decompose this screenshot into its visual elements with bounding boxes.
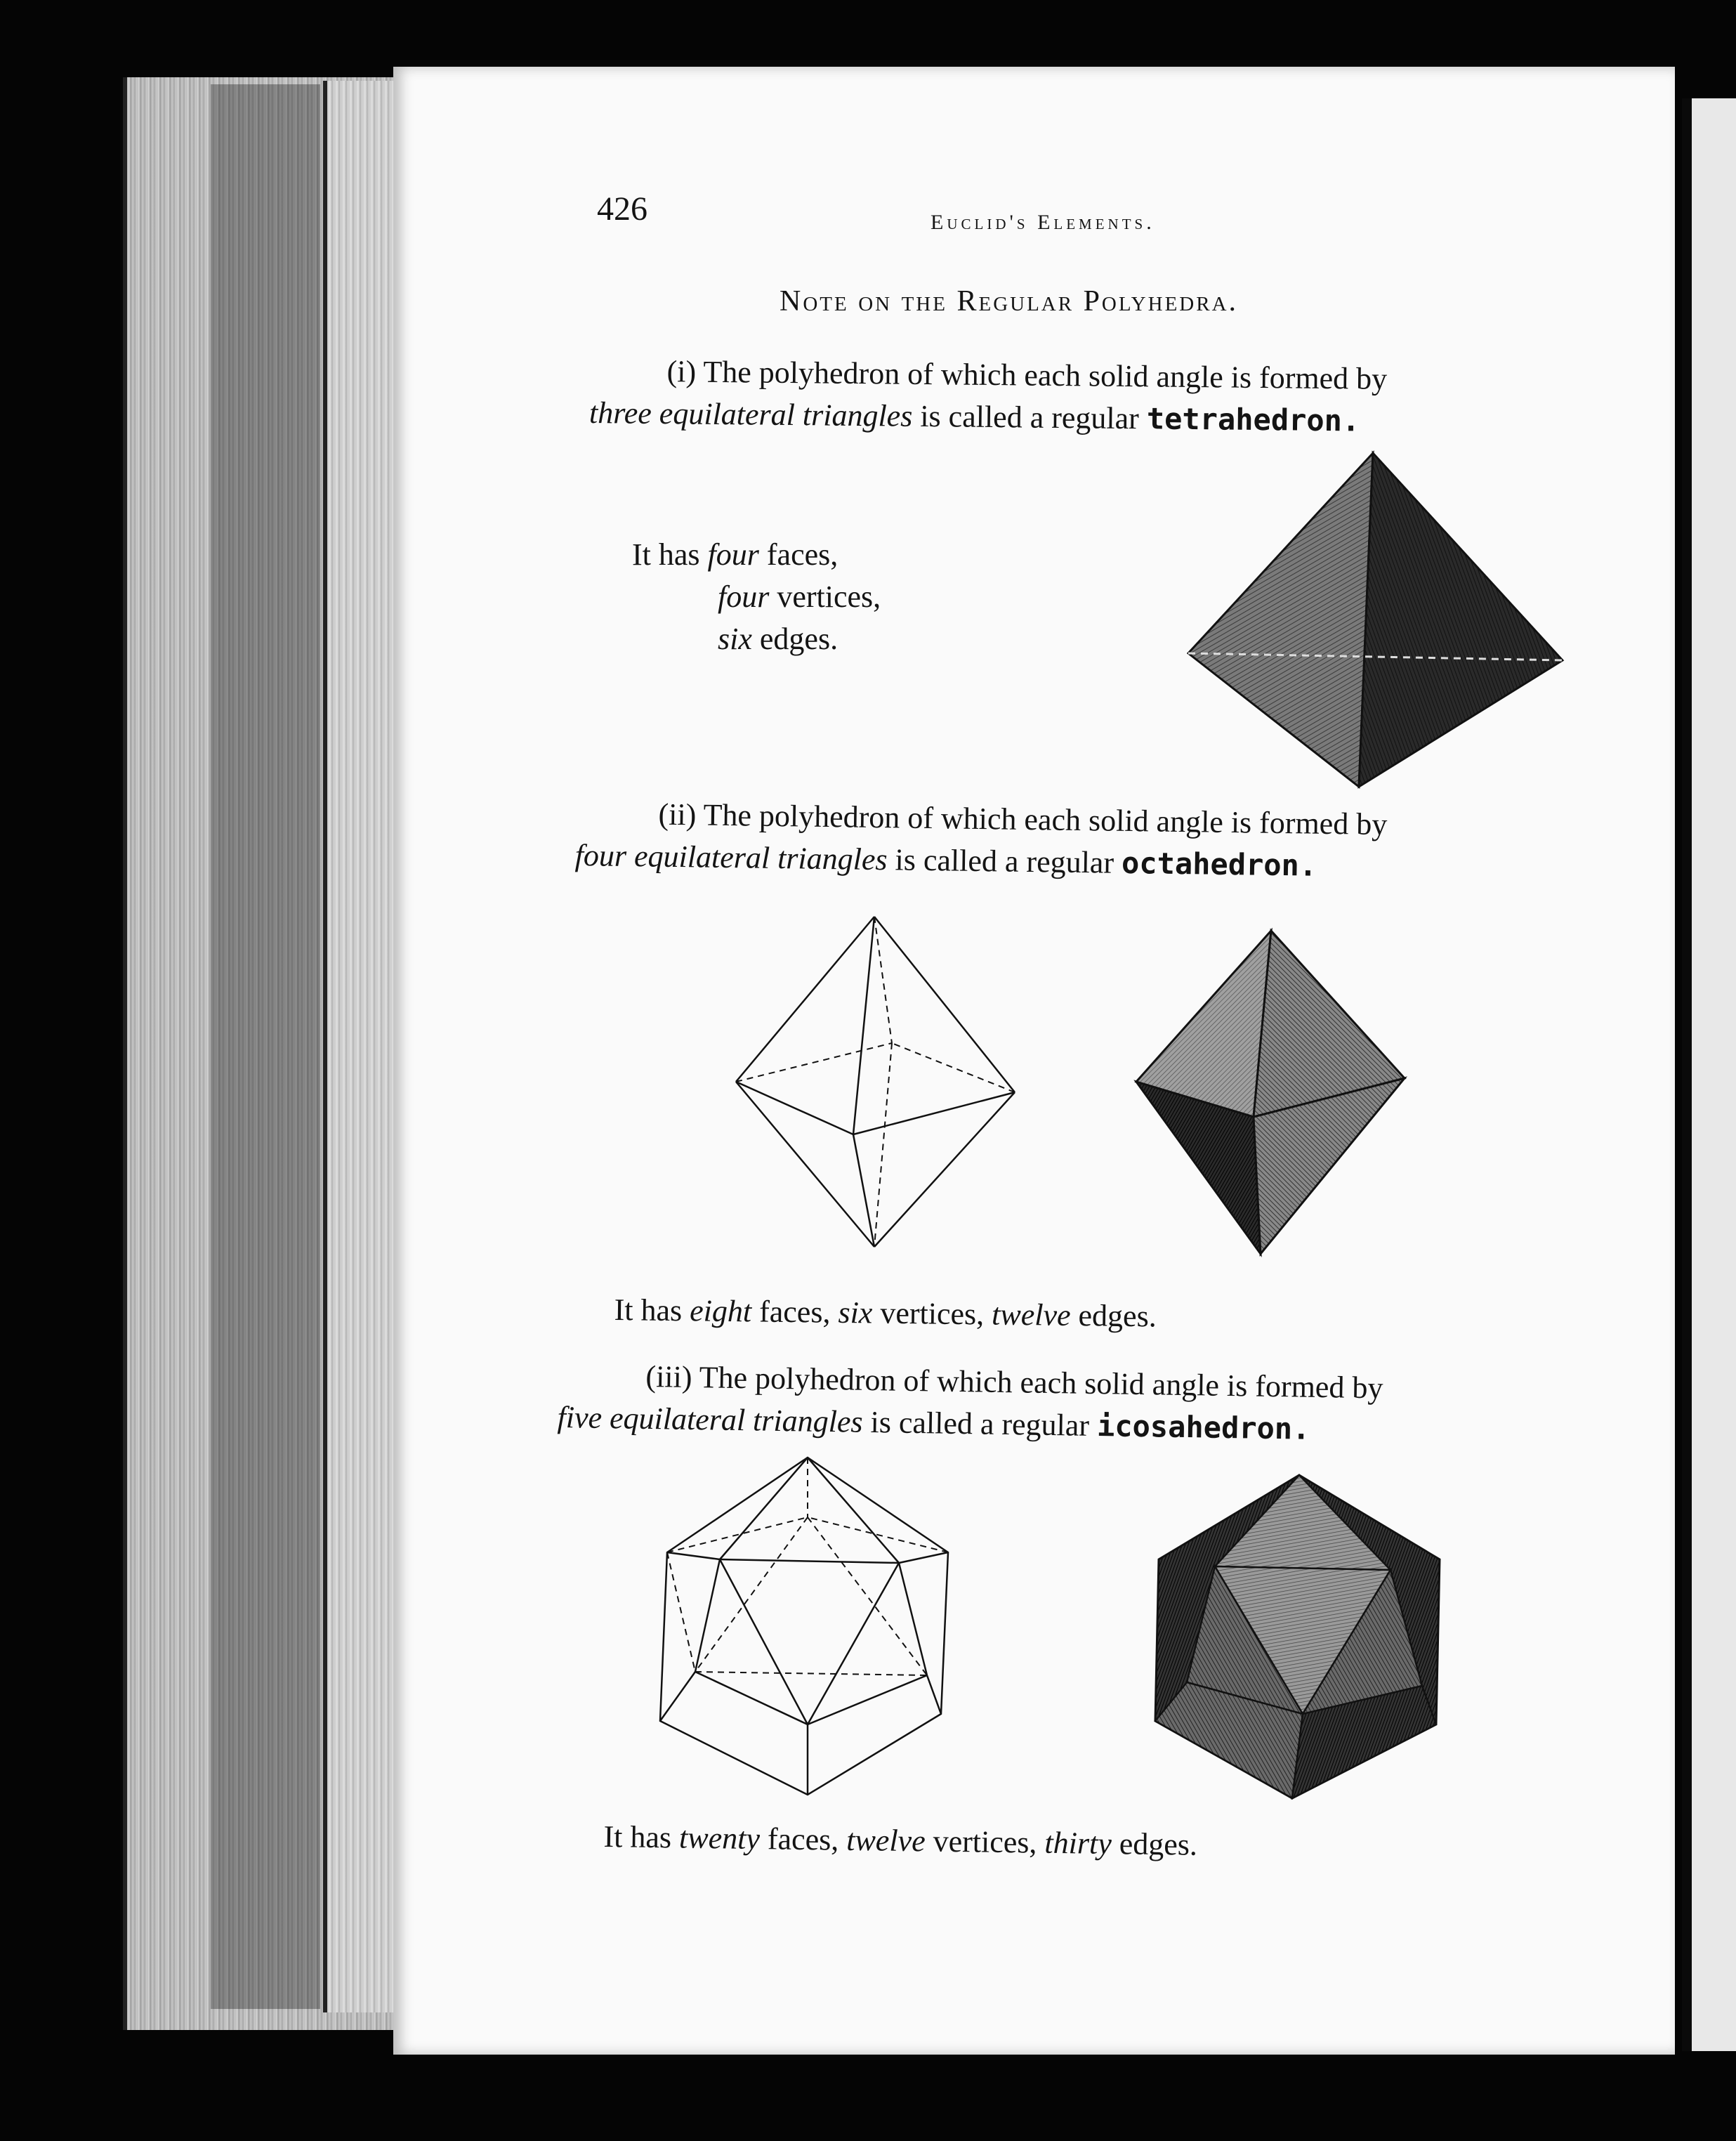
edges-word: edges.: [1111, 1826, 1198, 1862]
vertices-count: six: [838, 1295, 873, 1330]
icosahedron-definition-line1: (iii) The polyhedron of which each solid angle is formed by: [645, 1358, 1383, 1406]
vertices-count: twelve: [846, 1822, 926, 1859]
octahedron-term: octahedron.: [1121, 845, 1317, 883]
icosahedron-mid: is called a regular: [862, 1404, 1098, 1443]
edges-count: six: [718, 622, 752, 656]
tetrahedron-mid: is called a regular: [912, 398, 1148, 436]
tetrahedron-vertices-line: [632, 576, 881, 618]
vertices-word: vertices,: [769, 580, 881, 614]
caption-lead: It has: [603, 1819, 680, 1855]
tetra-right-face: [1359, 453, 1563, 787]
tetrahedron-definition-line2: [589, 392, 1387, 443]
faces-count: twenty: [678, 1820, 761, 1857]
faces-count: eight: [689, 1293, 752, 1329]
vertices-word: vertices,: [872, 1295, 992, 1332]
edges-count: twelve: [991, 1297, 1071, 1333]
icosahedron-shaded-figure: [1152, 1472, 1447, 1802]
icosahedron-wireframe-figure: [657, 1454, 959, 1798]
icosahedron-caption: [603, 1816, 1197, 1866]
edges-word: edges.: [751, 622, 839, 656]
tetrahedron-italic: three equilateral triangles: [588, 395, 913, 433]
page-number: 426: [597, 190, 647, 228]
vertices-count: four: [718, 580, 770, 614]
section-title: Note on the Regular Polyhedra.: [780, 285, 1239, 317]
octahedron-italic: four equilateral triangles: [574, 837, 888, 877]
tetrahedron-figure: [1180, 450, 1573, 794]
octahedron-caption: [614, 1289, 1157, 1337]
icosahedron-term: icosahedron.: [1096, 1408, 1310, 1446]
tetrahedron-faces-line: [632, 534, 881, 576]
tetrahedron-term: tetrahedron.: [1146, 401, 1360, 438]
icosahedron-definition: [557, 1354, 1383, 1451]
edges-word: edges.: [1070, 1297, 1157, 1334]
octahedron-definition-line1: (ii) The polyhedron of which each solid angle is formed by: [658, 797, 1388, 842]
edges-count: thirty: [1044, 1825, 1112, 1861]
tetrahedron-edges-line: [632, 618, 881, 660]
running-title: Euclid's Elements.: [931, 211, 1155, 234]
faces-word: faces,: [758, 537, 839, 572]
faces-word: faces,: [759, 1821, 847, 1857]
tetrahedron-definition: [589, 350, 1388, 443]
octahedron-mid: is called a regular: [887, 842, 1122, 880]
tetra-left-face: [1188, 453, 1373, 787]
book-page-edges-shadow: [211, 84, 320, 2009]
caption-lead: It has: [632, 537, 708, 572]
octahedron-definition: [574, 792, 1387, 888]
octahedron-shaded-figure: [1131, 927, 1412, 1257]
faces-count: four: [707, 537, 759, 572]
vertices-word: vertices,: [925, 1824, 1045, 1860]
caption-lead: It has: [614, 1292, 690, 1328]
faces-word: faces,: [751, 1294, 839, 1330]
tetrahedron-definition-line1: (i) The polyhedron of which each solid angle is formed by: [666, 354, 1388, 396]
tetrahedron-caption: [632, 534, 881, 660]
icosahedron-italic: five equilateral triangles: [557, 1399, 863, 1439]
octahedron-wireframe-figure: [730, 913, 1025, 1250]
facing-page-edge: [1682, 98, 1736, 2051]
